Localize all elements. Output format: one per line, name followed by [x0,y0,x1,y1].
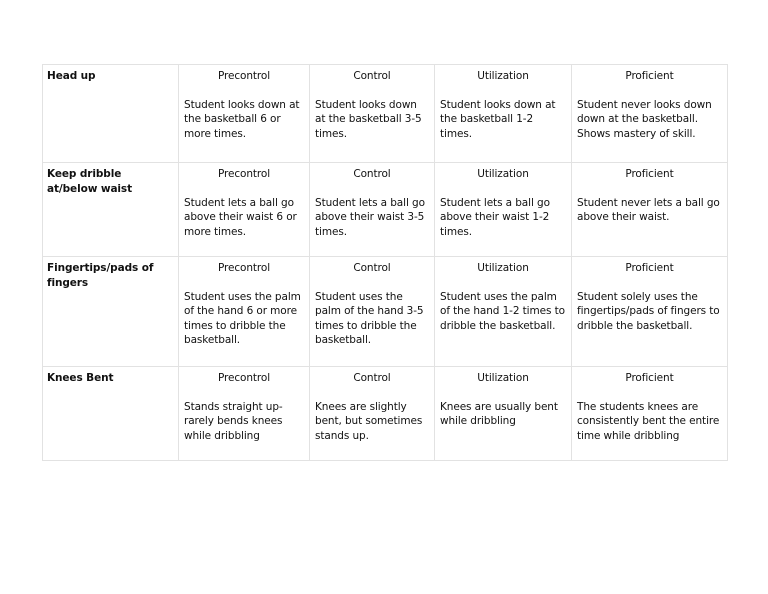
level-name: Utilization [477,372,529,384]
level-cell-proficient [572,65,728,163]
criterion-cell: Keep dribble at/below waist [43,163,179,257]
rubric-row-head-up [43,65,728,163]
level-name: Precontrol [217,372,271,384]
level-description: Knees are usually bent while dribbling [440,400,558,427]
level-description: Student lets a ball go above their waist 6 or more times. [184,196,297,238]
level-name: Precontrol [217,70,271,82]
level-cell-utilization [435,65,572,163]
level-description: Stands straight up- rarely bends knees while dribbling [184,400,283,442]
criterion-cell: Knees Bent [43,367,179,461]
level-cell-precontrol [179,367,310,461]
level-name: Utilization [477,168,529,180]
rubric-row-keep-dribble [43,163,728,257]
level-cell-control [310,257,435,367]
level-cell-proficient [572,257,728,367]
level-name: Control [353,372,391,384]
level-cell-precontrol [179,65,310,163]
level-name: Precontrol [217,262,271,274]
level-name: Control [353,168,391,180]
level-name: Precontrol [217,168,271,180]
level-name: Proficient [625,168,674,180]
level-name: Control [353,70,391,82]
level-description: Student uses the palm of the hand 1-2 times to dribble the basketball. [440,290,565,332]
level-description: Student lets a ball go above their waist 3-5 times. [315,196,425,238]
level-cell-proficient [572,163,728,257]
level-description: Knees are slightly bent, but sometimes stands up. [315,400,423,442]
criterion-cell: Head up [43,65,179,163]
level-description: Student never looks down down at the basketball. Shows mastery of skill. [577,98,712,140]
level-description: Student lets a ball go above their waist 1-2 times. [440,196,550,238]
level-description: Student uses the palm of the hand 3-5 times to dribble the basketball. [315,290,424,346]
level-cell-utilization [435,257,572,367]
rubric-row-knees-bent [43,367,728,461]
level-name: Control [353,262,391,274]
level-name: Utilization [477,262,529,274]
rubric-row-fingertips [43,257,728,367]
level-description: Student solely uses the fingertips/pads of fingers to dribble the basketball. [577,290,720,332]
level-name: Proficient [625,70,674,82]
level-description: Student looks down at the basketball 6 or more times. [184,98,300,140]
level-cell-utilization [435,367,572,461]
level-name: Proficient [625,372,674,384]
level-description: Student uses the palm of the hand 6 or more times to dribble the basketball. [184,290,301,346]
criterion-cell: Fingertips/pads of fingers [43,257,179,367]
level-name: Proficient [625,262,674,274]
level-cell-control [310,367,435,461]
level-description: Student looks down at the basketball 1-2 times. [440,98,556,140]
level-cell-proficient [572,367,728,461]
level-description: Student looks down at the basketball 3-5 times. [315,98,422,140]
rubric-table [42,64,728,461]
level-description: Student never lets a ball go above their waist. [577,196,720,223]
level-cell-precontrol [179,257,310,367]
level-cell-control [310,65,435,163]
level-cell-precontrol [179,163,310,257]
level-description: The students knees are consistently bent the entire time while dribbling [577,400,720,442]
level-cell-utilization [435,163,572,257]
level-name: Utilization [477,70,529,82]
level-cell-control [310,163,435,257]
